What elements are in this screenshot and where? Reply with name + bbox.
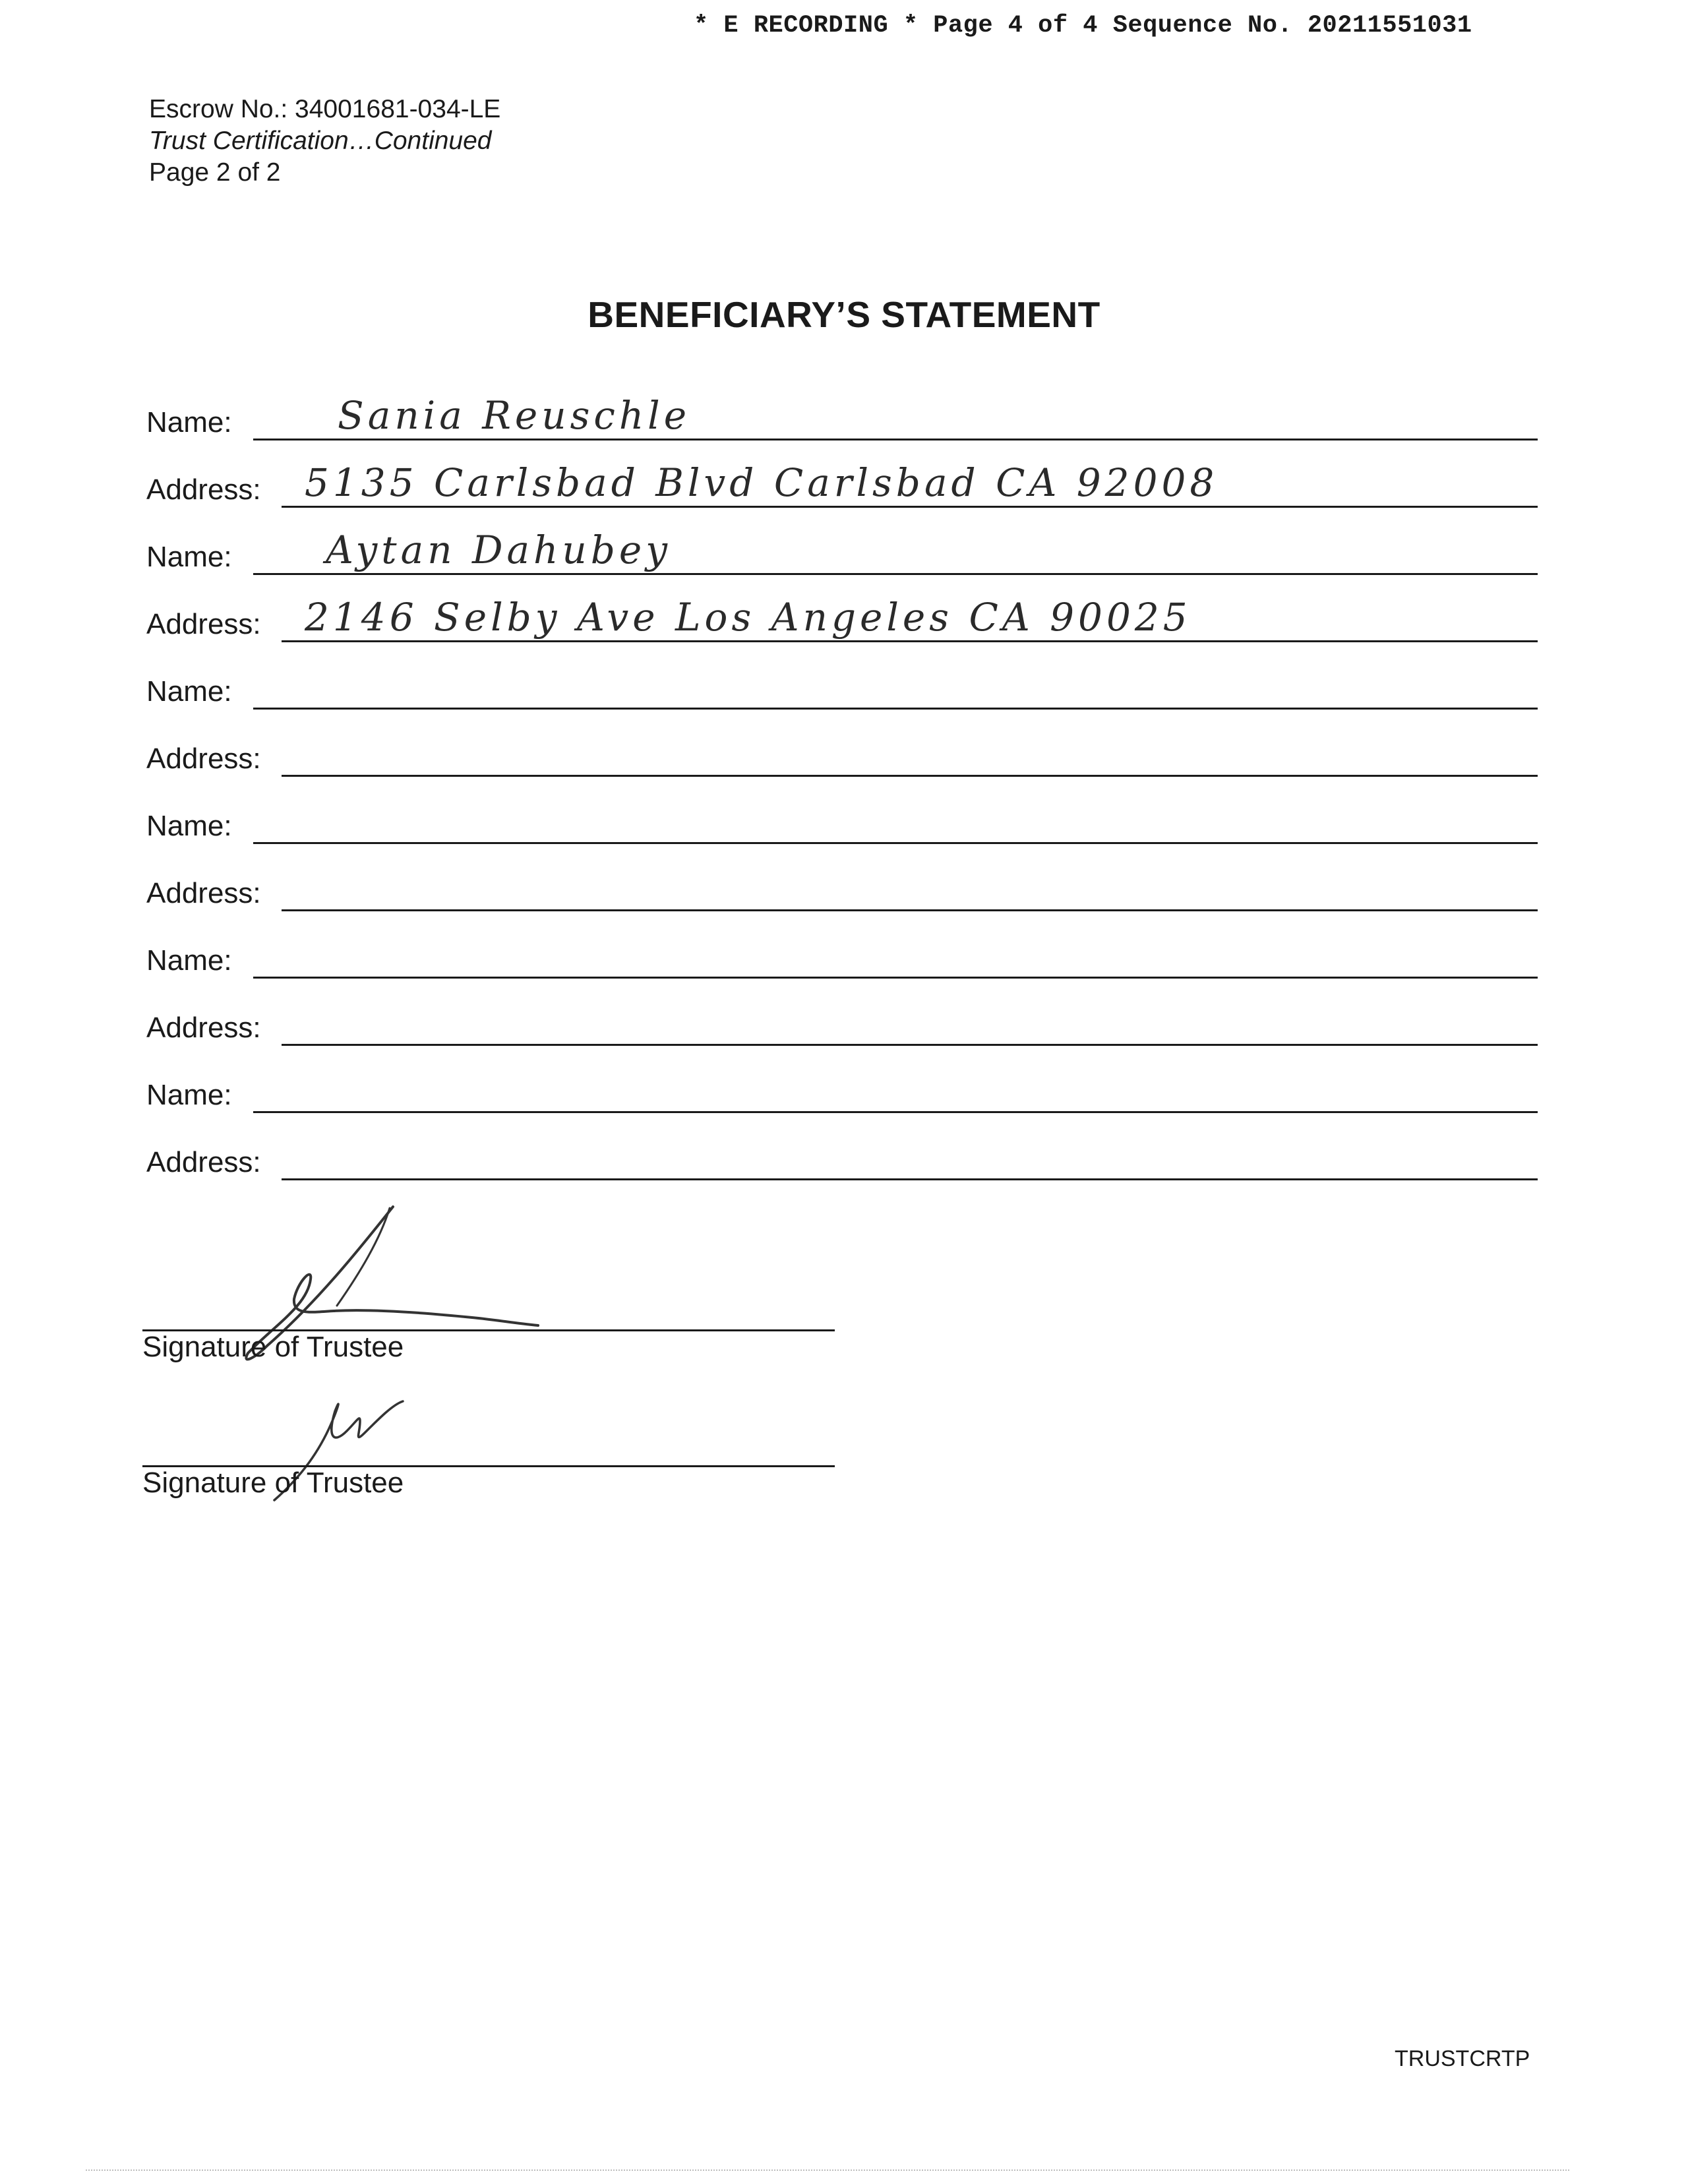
field-label: Address: <box>146 608 261 640</box>
document-title: BENEFICIARY’S STATEMENT <box>588 294 1100 335</box>
field-value: 5135 Carlsbad Blvd Carlsbad CA 92008 <box>305 460 1219 505</box>
field-line <box>282 1178 1538 1180</box>
field-label: Name: <box>146 1079 232 1111</box>
field-line <box>253 1111 1538 1113</box>
field-label: Name: <box>146 406 232 439</box>
field-line <box>282 775 1538 777</box>
field-name-1 <box>146 393 1538 440</box>
footer-form-code: TRUSTCRTP <box>1395 2046 1530 2071</box>
field-label: Address: <box>146 473 261 506</box>
field-value: Aytan Dahubey <box>326 528 671 572</box>
signature-block-2 <box>142 1391 835 1523</box>
recording-header: * E RECORDING * Page 4 of 4 Sequence No. 20211551031 <box>694 12 1472 40</box>
signature-block-1 <box>142 1200 835 1372</box>
field-label: Address: <box>146 877 261 909</box>
field-address-3 <box>146 737 1538 777</box>
field-name-5 <box>146 939 1538 979</box>
field-address-2 <box>146 595 1538 642</box>
field-label: Address: <box>146 1146 261 1178</box>
field-label: Name: <box>146 810 232 842</box>
escrow-block <box>149 94 500 189</box>
field-name-2 <box>146 528 1538 575</box>
signature-label-2: Signature of Trustee <box>142 1467 404 1499</box>
field-line <box>282 640 1538 642</box>
field-line <box>253 977 1538 979</box>
field-line <box>282 1044 1538 1046</box>
field-name-3 <box>146 670 1538 710</box>
field-name-4 <box>146 804 1538 844</box>
escrow-page: Page 2 of 2 <box>149 158 281 187</box>
field-value: 2146 Selby Ave Los Angeles CA 90025 <box>305 595 1191 640</box>
field-name-6 <box>146 1074 1538 1113</box>
escrow-continued: Trust Certification…Continued <box>149 127 492 155</box>
field-line <box>282 909 1538 911</box>
signature-label-1: Signature of Trustee <box>142 1331 404 1363</box>
field-line <box>253 842 1538 844</box>
field-label: Name: <box>146 541 232 573</box>
field-address-5 <box>146 1006 1538 1046</box>
field-address-6 <box>146 1141 1538 1180</box>
field-line <box>282 506 1538 508</box>
field-label: Address: <box>146 743 261 775</box>
field-line <box>253 439 1538 440</box>
field-address-4 <box>146 872 1538 911</box>
field-address-1 <box>146 460 1538 508</box>
field-line <box>253 573 1538 575</box>
scan-noise <box>86 2169 1569 2171</box>
field-label: Address: <box>146 1012 261 1044</box>
field-label: Name: <box>146 944 232 977</box>
escrow-number: Escrow No.: 34001681-034-LE <box>149 95 501 123</box>
field-line <box>253 708 1538 710</box>
field-value: Sania Reuschle <box>338 393 691 438</box>
field-label: Name: <box>146 675 232 708</box>
